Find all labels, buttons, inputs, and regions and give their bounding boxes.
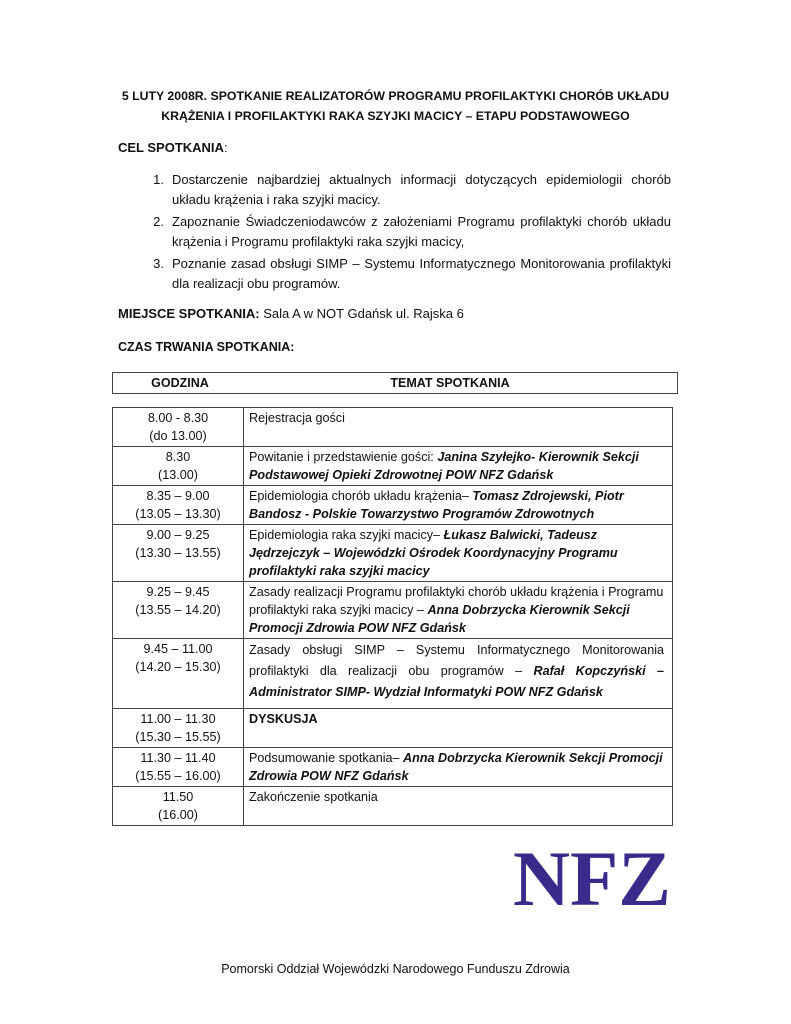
row-time-alt: (13.00)	[158, 468, 198, 482]
row-time-main: 9.25 – 9.45	[146, 585, 210, 599]
row-topic-text: Powitanie i przedstawienie gości:	[249, 450, 438, 464]
row-topic	[244, 639, 673, 709]
list-item-number: 2.	[153, 214, 164, 229]
row-topic	[244, 486, 673, 525]
list-item-number: 3.	[153, 256, 164, 271]
list-item	[118, 254, 671, 294]
row-time	[113, 639, 244, 709]
row-time	[113, 525, 244, 582]
list-item-number: 1.	[153, 172, 164, 187]
row-time-main: 11.50	[162, 790, 194, 804]
row-time	[113, 748, 244, 787]
goal-list	[118, 170, 671, 296]
nfz-logo-text: NFZ	[513, 843, 671, 909]
goal-label-colon: :	[223, 140, 228, 155]
table-row	[113, 748, 673, 787]
row-time	[113, 408, 244, 447]
row-time	[113, 709, 244, 748]
table-row	[113, 408, 673, 447]
row-topic-text: Zasady obsługi SIMP – Systemu Informatycznego Monitorowania profilaktyki dla realizacji obu programów –	[249, 643, 664, 678]
row-topic	[244, 447, 673, 486]
row-time	[113, 582, 244, 639]
list-item-text: Dostarczenie najbardziej aktualnych informacji dotyczących epidemiologii chorób układu krążenia i raka szyjki macicy.	[172, 172, 671, 207]
row-time-main: 9.45 – 11.00	[143, 642, 213, 656]
row-time	[113, 447, 244, 486]
page-title	[110, 86, 681, 126]
row-time-main: 8.00 - 8.30	[147, 411, 209, 425]
row-topic-text: Zakończenie spotkania	[249, 790, 378, 804]
row-topic	[244, 787, 673, 826]
header-time: GODZINA	[151, 376, 209, 390]
row-topic	[244, 525, 673, 582]
table-row	[113, 486, 673, 525]
meeting-duration-label: CZAS TRWANIA SPOTKANIA:	[118, 340, 295, 354]
row-time-main: 11.00 – 11.30	[140, 712, 216, 726]
list-item	[118, 212, 671, 252]
row-topic-text: Podsumowanie spotkania–	[249, 751, 404, 765]
row-time-alt: (13.55 – 14.20)	[135, 603, 221, 617]
row-topic-speaker: Rafał Kopczyński – Administrator SIMP- Wydział Informatyki POW NFZ Gdańsk	[249, 664, 664, 699]
row-time-main: 8.35 – 9.00	[146, 489, 210, 503]
row-topic	[244, 408, 673, 447]
row-topic	[244, 748, 673, 787]
meeting-place-value: Sala A w NOT Gdańsk ul. Rajska 6	[259, 306, 464, 321]
row-time-alt: (15.55 – 16.00)	[135, 769, 221, 783]
table-row	[113, 447, 673, 486]
row-time-main: 11.30 – 11.40	[140, 751, 216, 765]
title-line-2: KRĄŻENIA I PROFILAKTYKI RAKA SZYJKI MACICY – ETAPU PODSTAWOWEGO	[161, 109, 630, 123]
row-time-main: 9.00 – 9.25	[146, 528, 210, 542]
footer: Pomorski Oddział Wojewódzki Narodowego Funduszu Zdrowia	[221, 962, 570, 976]
agenda-header	[112, 372, 678, 394]
row-topic	[244, 582, 673, 639]
row-topic-speaker: Anna Dobrzycka Kierownik Sekcji Promocji Zdrowia POW NFZ Gdańsk	[249, 603, 630, 635]
row-time-alt: (do 13.00)	[149, 429, 207, 443]
meeting-place-label: MIEJSCE SPOTKANIA:	[118, 306, 260, 321]
row-time-alt: (13.30 – 13.55)	[135, 546, 221, 560]
row-topic-strong: DYSKUSJA	[249, 712, 318, 726]
row-topic-speaker: Łukasz Balwicki, Tadeusz Jędrzejczyk – Wojewódzki Ośrodek Koordynacyjny Programu profilaktyki raka szyjki macicy	[249, 528, 618, 578]
row-time-main: 8.30	[165, 450, 191, 464]
row-topic-speaker: Janina Szyłejko- Kierownik Sekcji Podstawowej Opieki Zdrowotnej POW NFZ Gdańsk	[249, 450, 639, 482]
table-row	[113, 525, 673, 582]
row-time-alt: (13.05 – 13.30)	[135, 507, 221, 521]
list-item	[118, 170, 671, 210]
row-time-alt: (16.00)	[158, 808, 198, 822]
list-item-text: Poznanie zasad obsługi SIMP – Systemu Informatycznego Monitorowania profilaktyki dla realizacji obu programów.	[172, 256, 671, 291]
row-time	[113, 787, 244, 826]
goal-label-text: CEL SPOTKANIA	[118, 140, 224, 155]
row-topic-text: Epidemiologia raka szyjki macicy–	[249, 528, 444, 542]
row-time	[113, 486, 244, 525]
table-row	[113, 582, 673, 639]
meeting-place	[118, 306, 464, 321]
title-line-1: 5 LUTY 2008R. SPOTKANIE REALIZATORÓW PROGRAMU PROFILAKTYKI CHORÓB UKŁADU	[121, 89, 670, 103]
table-row	[113, 709, 673, 748]
row-topic-text: Epidemiologia chorób układu krążenia–	[249, 489, 473, 503]
list-item-text: Zapoznanie Świadczeniodawców z założeniami Programu profilaktyki chorób układu krążenia i Programu profilaktyki raka szyjki macicy,	[172, 214, 671, 249]
row-topic-text: Rejestracja gości	[249, 411, 345, 425]
row-topic-speaker: Tomasz Zdrojewski, Piotr Bandosz - Polskie Towarzystwo Programów Zdrowotnych	[249, 489, 624, 521]
row-topic-text: Zasady realizacji Programu profilaktyki chorób układu krążenia i Programu profilaktyki raka szyjki macicy –	[249, 585, 664, 617]
nfz-logo	[512, 843, 672, 909]
row-time-alt: (14.20 – 15.30)	[135, 660, 221, 674]
table-row	[113, 639, 673, 709]
row-topic-speaker: Anna Dobrzycka Kierownik Sekcji Promocji Zdrowia POW NFZ Gdańsk	[249, 751, 663, 783]
table-row	[113, 787, 673, 826]
goal-section-label	[118, 140, 228, 155]
agenda-table	[112, 407, 673, 826]
row-topic	[244, 709, 673, 748]
row-time-alt: (15.30 – 15.55)	[135, 730, 221, 744]
header-topic: TEMAT SPOTKANIA	[390, 376, 510, 390]
